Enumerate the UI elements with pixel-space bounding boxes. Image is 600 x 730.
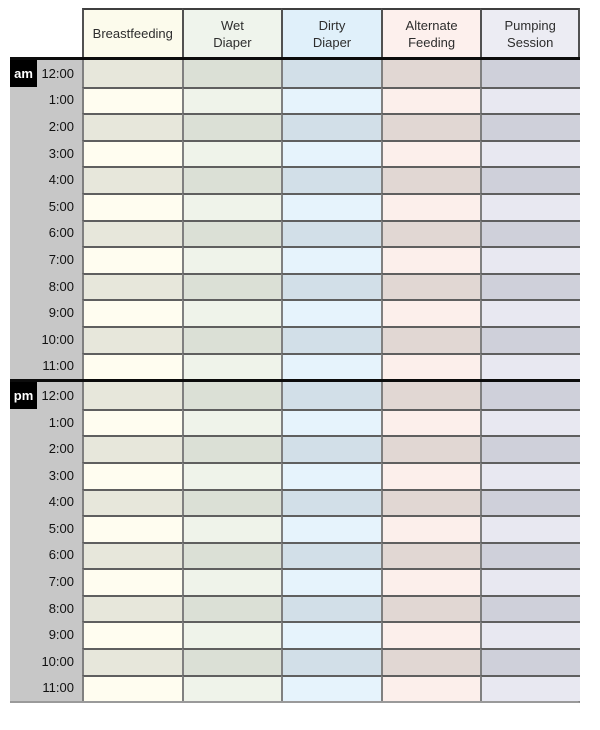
cell-alternate-feeding-pm-600 [381, 542, 481, 569]
cell-dirty-diaper-am-1100 [281, 353, 381, 380]
column-header-alternate-feeding [381, 8, 481, 57]
cell-wet-diaper-am-800 [182, 273, 282, 300]
time-label: 2:00 [48, 441, 74, 457]
time-label: 9:00 [48, 627, 74, 643]
cell-dirty-diaper-pm-100 [281, 409, 381, 436]
time-label: 3:00 [48, 467, 74, 483]
cell-dirty-diaper-am-700 [281, 246, 381, 273]
time-cell-am-800 [10, 273, 82, 300]
cell-wet-diaper-am-1100 [182, 353, 282, 380]
cell-pumping-session-pm-900 [480, 621, 580, 648]
cell-pumping-session-pm-700 [480, 568, 580, 595]
column-header-label: Dirty [318, 17, 346, 33]
cell-breastfeeding-pm-1100 [82, 675, 182, 702]
time-label: 8:00 [48, 600, 74, 616]
pm-marker: pm [10, 382, 37, 409]
cell-dirty-diaper-pm-600 [281, 542, 381, 569]
time-cell-pm-200 [10, 435, 82, 462]
cell-pumping-session-pm-400 [480, 489, 580, 516]
cell-pumping-session-am-300 [480, 140, 580, 167]
time-cell-am-300 [10, 140, 82, 167]
cell-wet-diaper-am-200 [182, 113, 282, 140]
cell-alternate-feeding-am-800 [381, 273, 481, 300]
cell-breastfeeding-am-600 [82, 220, 182, 247]
time-cell-pm-400 [10, 489, 82, 516]
cell-alternate-feeding-pm-1100 [381, 675, 481, 702]
cell-breastfeeding-am-800 [82, 273, 182, 300]
cell-dirty-diaper-am-100 [281, 87, 381, 114]
cell-pumping-session-am-1200 [480, 60, 580, 87]
cell-pumping-session-am-900 [480, 299, 580, 326]
cell-dirty-diaper-pm-300 [281, 462, 381, 489]
cell-breastfeeding-pm-200 [82, 435, 182, 462]
cell-alternate-feeding-am-200 [381, 113, 481, 140]
cell-pumping-session-am-100 [480, 87, 580, 114]
time-cell-pm-1200 [10, 382, 82, 409]
cell-wet-diaper-am-1000 [182, 326, 282, 353]
cell-breastfeeding-pm-500 [82, 515, 182, 542]
cell-alternate-feeding-am-500 [381, 193, 481, 220]
header-spacer [10, 8, 82, 57]
cell-alternate-feeding-pm-1000 [381, 648, 481, 675]
column-header-label: Feeding [408, 34, 456, 50]
time-label: 5:00 [48, 520, 74, 536]
cell-dirty-diaper-pm-200 [281, 435, 381, 462]
time-label: 12:00 [41, 65, 74, 81]
cell-wet-diaper-pm-500 [182, 515, 282, 542]
cell-wet-diaper-pm-100 [182, 409, 282, 436]
time-label: 10:00 [41, 653, 74, 669]
cell-breastfeeding-am-200 [82, 113, 182, 140]
time-label: 1:00 [48, 92, 74, 108]
time-cell-pm-900 [10, 621, 82, 648]
time-label: 11:00 [42, 680, 74, 696]
cell-alternate-feeding-pm-400 [381, 489, 481, 516]
time-cell-am-200 [10, 113, 82, 140]
cell-wet-diaper-pm-200 [182, 435, 282, 462]
time-cell-pm-300 [10, 462, 82, 489]
cell-dirty-diaper-pm-900 [281, 621, 381, 648]
cell-alternate-feeding-pm-200 [381, 435, 481, 462]
cell-wet-diaper-pm-400 [182, 489, 282, 516]
time-label: 2:00 [48, 118, 74, 134]
cell-dirty-diaper-pm-1100 [281, 675, 381, 702]
cell-dirty-diaper-pm-400 [281, 489, 381, 516]
column-header-dirty-diaper [281, 8, 381, 57]
cell-alternate-feeding-pm-500 [381, 515, 481, 542]
cell-wet-diaper-pm-300 [182, 462, 282, 489]
cell-breastfeeding-pm-900 [82, 621, 182, 648]
time-cell-am-1200 [10, 60, 82, 87]
cell-pumping-session-pm-1000 [480, 648, 580, 675]
cell-pumping-session-pm-200 [480, 435, 580, 462]
cell-breastfeeding-am-1200 [82, 60, 182, 87]
table-body [10, 60, 580, 703]
cell-wet-diaper-pm-800 [182, 595, 282, 622]
section-pm [10, 382, 580, 703]
time-cell-am-900 [10, 299, 82, 326]
time-cell-pm-600 [10, 542, 82, 569]
cell-breastfeeding-am-400 [82, 166, 182, 193]
column-header-label: Pumping [504, 17, 556, 33]
cell-pumping-session-am-400 [480, 166, 580, 193]
column-header-label: Alternate [405, 17, 458, 33]
column-header-label: Diaper [213, 34, 252, 50]
cell-alternate-feeding-am-1200 [381, 60, 481, 87]
time-label: 7:00 [48, 574, 74, 590]
cell-dirty-diaper-am-500 [281, 193, 381, 220]
daily-log-table [10, 8, 580, 703]
cell-pumping-session-am-1000 [480, 326, 580, 353]
cell-dirty-diaper-am-600 [281, 220, 381, 247]
cell-breastfeeding-pm-600 [82, 542, 182, 569]
column-header-breastfeeding [82, 8, 182, 57]
column-header-label: Breastfeeding [92, 26, 173, 41]
cell-wet-diaper-pm-1000 [182, 648, 282, 675]
time-cell-pm-500 [10, 515, 82, 542]
cell-wet-diaper-pm-600 [182, 542, 282, 569]
time-cell-am-500 [10, 193, 82, 220]
cell-dirty-diaper-am-300 [281, 140, 381, 167]
cell-alternate-feeding-pm-700 [381, 568, 481, 595]
cell-breastfeeding-am-700 [82, 246, 182, 273]
column-header-wet-diaper [182, 8, 282, 57]
cell-pumping-session-am-200 [480, 113, 580, 140]
cell-breastfeeding-am-500 [82, 193, 182, 220]
time-cell-am-400 [10, 166, 82, 193]
cell-alternate-feeding-am-1100 [381, 353, 481, 380]
cell-dirty-diaper-pm-500 [281, 515, 381, 542]
column-header-label: Wet [220, 17, 244, 33]
header-row [10, 8, 580, 57]
cell-pumping-session-pm-100 [480, 409, 580, 436]
cell-dirty-diaper-am-900 [281, 299, 381, 326]
cell-wet-diaper-am-300 [182, 140, 282, 167]
time-label: 4:00 [48, 172, 74, 188]
cell-breastfeeding-am-1000 [82, 326, 182, 353]
cell-pumping-session-am-700 [480, 246, 580, 273]
time-label: 9:00 [48, 305, 74, 321]
cell-wet-diaper-am-400 [182, 166, 282, 193]
cell-alternate-feeding-pm-800 [381, 595, 481, 622]
cell-alternate-feeding-am-1000 [381, 326, 481, 353]
time-label: 6:00 [48, 547, 74, 563]
cell-wet-diaper-pm-900 [182, 621, 282, 648]
time-cell-pm-700 [10, 568, 82, 595]
time-cell-am-1100 [10, 353, 82, 380]
cell-dirty-diaper-pm-1000 [281, 648, 381, 675]
time-label: 10:00 [41, 331, 74, 347]
cell-breastfeeding-pm-100 [82, 409, 182, 436]
cell-alternate-feeding-pm-300 [381, 462, 481, 489]
column-header-label: Diaper [312, 34, 352, 50]
cell-alternate-feeding-pm-100 [381, 409, 481, 436]
cell-breastfeeding-pm-700 [82, 568, 182, 595]
time-label: 7:00 [48, 251, 74, 267]
cell-wet-diaper-pm-1100 [182, 675, 282, 702]
cell-pumping-session-am-600 [480, 220, 580, 247]
cell-breastfeeding-pm-800 [82, 595, 182, 622]
cell-breastfeeding-am-300 [82, 140, 182, 167]
cell-alternate-feeding-pm-900 [381, 621, 481, 648]
cell-pumping-session-pm-500 [480, 515, 580, 542]
cell-breastfeeding-pm-400 [82, 489, 182, 516]
cell-breastfeeding-pm-300 [82, 462, 182, 489]
cell-pumping-session-pm-300 [480, 462, 580, 489]
cell-alternate-feeding-am-400 [381, 166, 481, 193]
cell-dirty-diaper-am-200 [281, 113, 381, 140]
cell-dirty-diaper-pm-800 [281, 595, 381, 622]
time-label: 4:00 [48, 494, 74, 510]
cell-dirty-diaper-am-1200 [281, 60, 381, 87]
cell-dirty-diaper-pm-1200 [281, 382, 381, 409]
cell-wet-diaper-am-900 [182, 299, 282, 326]
cell-wet-diaper-pm-700 [182, 568, 282, 595]
cell-pumping-session-pm-1100 [480, 675, 580, 702]
time-label: 12:00 [41, 387, 74, 403]
cell-wet-diaper-am-1200 [182, 60, 282, 87]
time-cell-am-1000 [10, 326, 82, 353]
cell-wet-diaper-pm-1200 [182, 382, 282, 409]
cell-dirty-diaper-pm-700 [281, 568, 381, 595]
cell-alternate-feeding-am-100 [381, 87, 481, 114]
cell-pumping-session-pm-1200 [480, 382, 580, 409]
time-label: 11:00 [42, 358, 74, 374]
cell-wet-diaper-am-500 [182, 193, 282, 220]
cell-breastfeeding-am-100 [82, 87, 182, 114]
cell-breastfeeding-pm-1200 [82, 382, 182, 409]
time-cell-pm-100 [10, 409, 82, 436]
time-cell-am-700 [10, 246, 82, 273]
time-label: 3:00 [48, 145, 74, 161]
cell-breastfeeding-am-1100 [82, 353, 182, 380]
cell-wet-diaper-am-600 [182, 220, 282, 247]
cell-dirty-diaper-am-1000 [281, 326, 381, 353]
time-cell-pm-1100 [10, 675, 82, 702]
time-label: 8:00 [48, 278, 74, 294]
time-cell-am-100 [10, 87, 82, 114]
cell-alternate-feeding-am-300 [381, 140, 481, 167]
section-am [10, 60, 580, 379]
cell-pumping-session-pm-600 [480, 542, 580, 569]
cell-dirty-diaper-am-400 [281, 166, 381, 193]
am-marker: am [10, 60, 37, 87]
cell-dirty-diaper-am-800 [281, 273, 381, 300]
time-label: 6:00 [48, 225, 74, 241]
column-header-pumping-session [480, 8, 580, 57]
time-label: 1:00 [48, 414, 74, 430]
cell-pumping-session-am-800 [480, 273, 580, 300]
cell-breastfeeding-pm-1000 [82, 648, 182, 675]
cell-alternate-feeding-pm-1200 [381, 382, 481, 409]
cell-pumping-session-am-500 [480, 193, 580, 220]
time-cell-pm-800 [10, 595, 82, 622]
cell-alternate-feeding-am-700 [381, 246, 481, 273]
cell-wet-diaper-am-700 [182, 246, 282, 273]
cell-pumping-session-pm-800 [480, 595, 580, 622]
column-header-label: Session [507, 34, 554, 50]
time-cell-pm-1000 [10, 648, 82, 675]
time-label: 5:00 [48, 198, 74, 214]
cell-pumping-session-am-1100 [480, 353, 580, 380]
cell-alternate-feeding-am-600 [381, 220, 481, 247]
cell-alternate-feeding-am-900 [381, 299, 481, 326]
cell-wet-diaper-am-100 [182, 87, 282, 114]
cell-breastfeeding-am-900 [82, 299, 182, 326]
time-cell-am-600 [10, 220, 82, 247]
